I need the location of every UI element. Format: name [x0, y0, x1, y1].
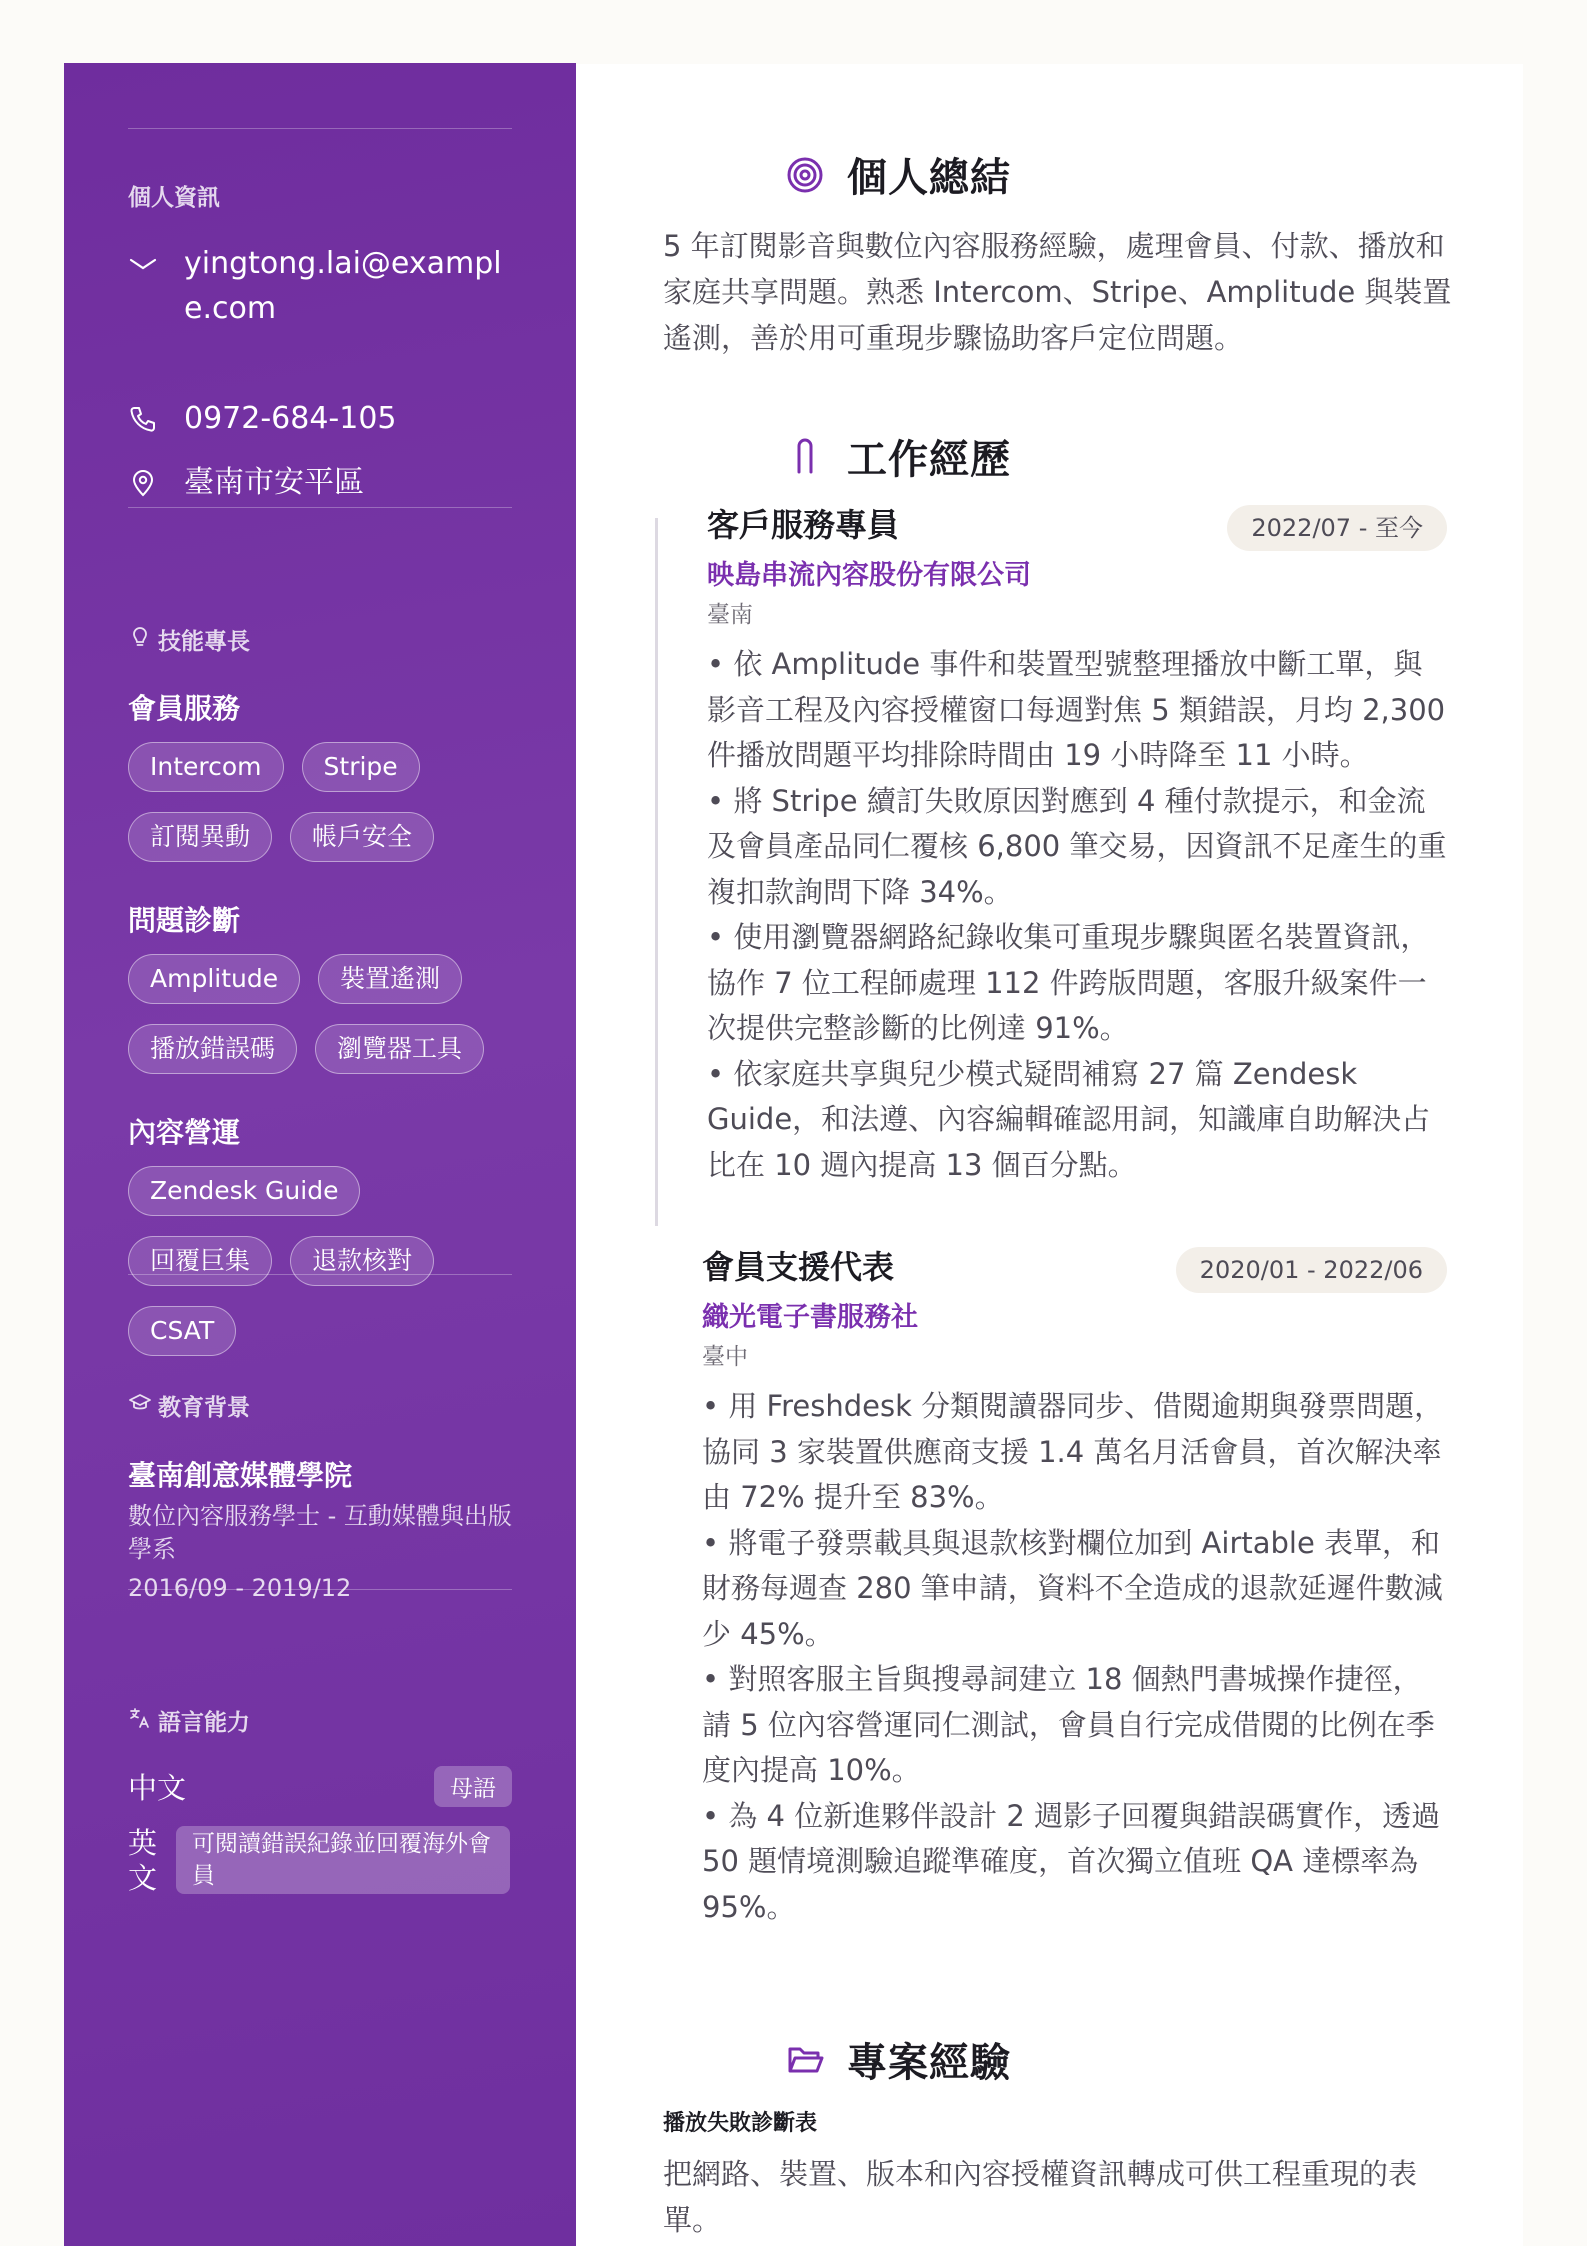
- experience-heading: 工作經歷: [785, 428, 1011, 485]
- briefcase-icon: [785, 437, 825, 477]
- location-icon: [128, 460, 164, 505]
- summary-heading: 個人總結: [785, 146, 1011, 203]
- job-bullets: [702, 1384, 1447, 1930]
- summary-text: 5 年訂閱影音與數位內容服務經驗，處理會員、付款、播放和家庭共享問題。熟悉 Intercom、Stripe、Amplitude 與裝置遙測，善於用可重現步驟協助客戶定位問題。: [663, 229, 1452, 355]
- skill-group-title: 問題診斷: [128, 904, 241, 937]
- skill-chip: CSAT: [128, 1306, 236, 1356]
- skill-chip: Intercom: [128, 742, 284, 792]
- job-dates: 2022/07 - 至今: [1227, 505, 1447, 551]
- contact-phone[interactable]: 0972-684-105: [128, 396, 514, 441]
- language-name: 中文: [128, 1771, 187, 1805]
- job-bullet: • 對照客服主旨與搜尋詞建立 18 個熱門書城操作捷徑，請 5 位內容營運同仁測試，會員自行完成借閱的比例在季度內提高 10%。: [702, 1662, 1435, 1787]
- job-company: 織光電子書服務社: [702, 1302, 918, 1333]
- language-level: 可閱讀錯誤紀錄並回覆海外會員: [176, 1826, 510, 1894]
- job-bullet: • 用 Freshdesk 分類閱讀器同步、借閱逾期與發票問題，協同 3 家裝置供應商支援 1.4 萬名月活會員，首次解決率由 72% 提升至 83%。: [702, 1389, 1444, 1514]
- skill-chip: Amplitude: [128, 954, 300, 1004]
- project-name: 播放失敗診斷表: [663, 2111, 818, 2136]
- job-company: 映島串流內容股份有限公司: [707, 560, 1031, 591]
- skill-chip: 退款核對: [290, 1236, 434, 1286]
- target-icon: [785, 155, 825, 195]
- personal-info-heading: 個人資訊: [128, 185, 220, 211]
- skill-chips: [128, 1166, 512, 1356]
- skill-chip: Zendesk Guide: [128, 1166, 360, 1216]
- contact-email[interactable]: yingtong.lai@example.com: [128, 241, 514, 331]
- job-location: 臺中: [702, 1344, 748, 1370]
- language-item: [128, 1826, 512, 1896]
- job-bullet: • 依家庭共享與兒少模式疑問補寫 27 篇 Zendesk Guide，和法遵、內容編輯確認用詞，知識庫自助解決占比在 10 週內提高 13 個百分點。: [707, 1056, 1431, 1182]
- job-bullet: • 將 Stripe 續訂失敗原因對應到 4 種付款提示，和金流及會員產品同仁覆核 6,800 筆交易，因資訊不足產生的重複扣款詢問下降 34%。: [707, 783, 1447, 909]
- language-level: 母語: [434, 1766, 512, 1807]
- job-bullet: • 依 Amplitude 事件和裝置型號整理播放中斷工單，與影音工程及內容授權窗口每週對焦 5 類錯誤，月均 2,300 件播放問題平均排除時間由 19 小時降至 11 小時。: [707, 647, 1446, 772]
- project-description: 把網路、裝置、版本和內容授權資訊轉成可供工程重現的表單。: [663, 2157, 1418, 2237]
- skill-chip: 帳戶安全: [290, 812, 434, 862]
- job-entry: [707, 500, 1447, 1188]
- graduation-cap-icon: [128, 1391, 152, 1421]
- language-name: 英文: [128, 1826, 158, 1895]
- job-entry: [702, 1242, 1447, 1930]
- job-dates: 2020/01 - 2022/06: [1176, 1247, 1447, 1293]
- job-location: 臺南: [707, 602, 753, 628]
- education-degree: 數位內容服務學士 - 互動媒體與出版學系: [128, 1502, 512, 1563]
- phone-icon: [128, 396, 164, 441]
- timeline-bar: [655, 518, 658, 1226]
- divider: [128, 507, 512, 508]
- language-heading: 語言能力: [128, 1704, 250, 1737]
- skill-chips: [128, 742, 512, 862]
- skill-chip: 訂閱異動: [128, 812, 272, 862]
- sidebar: [64, 63, 576, 2246]
- skill-group-title: 內容營運: [128, 1116, 241, 1149]
- folder-icon: [785, 2040, 825, 2080]
- skill-chips: [128, 954, 512, 1074]
- skill-chip: Stripe: [302, 742, 420, 792]
- skill-chip: 播放錯誤碼: [128, 1024, 297, 1074]
- job-title: 會員支援代表: [702, 1248, 895, 1286]
- job-bullets: [707, 642, 1447, 1188]
- skill-chip: 瀏覽器工具: [315, 1024, 484, 1074]
- job-bullet: • 使用瀏覽器網路紀錄收集可重現步驟與匿名裝置資訊，協作 7 位工程師處理 112 件跨版問題，客服升級案件一次提供完整診斷的比例達 91%。: [707, 920, 1430, 1045]
- projects-heading: 專案經驗: [785, 2031, 1011, 2088]
- job-title: 客戶服務專員: [707, 506, 900, 544]
- translate-icon: [128, 1706, 152, 1736]
- skills-heading: 技能專長: [128, 623, 250, 656]
- job-bullet: • 為 4 位新進夥伴設計 2 週影子回覆與錯誤碼實作，透過 50 題情境測驗追蹤準確度，首次獨立值班 QA 達標率為 95%。: [702, 1798, 1441, 1924]
- language-item: [128, 1766, 512, 1807]
- divider: [128, 1274, 512, 1275]
- job-bullet: • 將電子發票載具與退款核對欄位加到 Airtable 表單，和財務每週查 280 筆申請，資料不全造成的退款延遲件數減少 45%。: [702, 1525, 1443, 1651]
- mail-icon: [128, 241, 164, 286]
- education-school: 臺南創意媒體學院: [128, 1459, 353, 1492]
- skill-chip: 回覆巨集: [128, 1236, 272, 1286]
- lightbulb-icon: [128, 625, 152, 655]
- skill-group-title: 會員服務: [128, 692, 241, 725]
- education-dates: 2016/09 - 2019/12: [128, 1574, 352, 1602]
- skill-chip: 裝置遙測: [318, 954, 462, 1004]
- education-heading: 教育背景: [128, 1389, 250, 1422]
- contact-location: 臺南市安平區: [128, 460, 514, 505]
- divider: [128, 128, 512, 129]
- divider: [128, 1589, 512, 1590]
